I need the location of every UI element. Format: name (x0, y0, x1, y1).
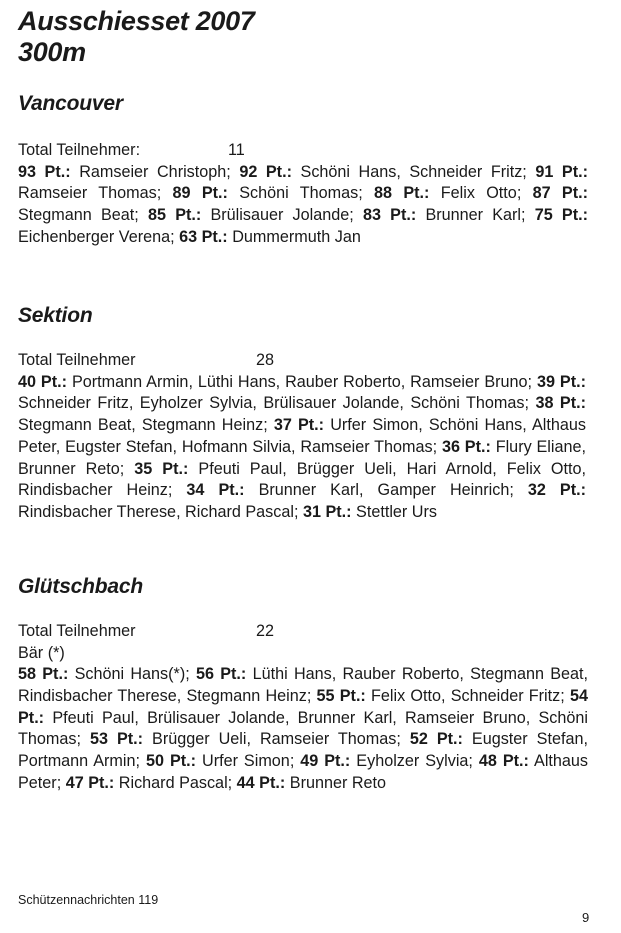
footer-publication: Schützennachrichten 119 (18, 893, 159, 907)
points-label: 55 Pt.: (316, 687, 366, 706)
points-label: 40 Pt.: (18, 372, 68, 391)
section-gluetschbach (18, 621, 608, 795)
result-entry (90, 730, 396, 748)
result-entry (239, 163, 522, 181)
section-heading-sektion: Sektion (18, 304, 93, 327)
points-label: 44 Pt.: (236, 773, 286, 792)
points-label: 35 Pt.: (134, 459, 189, 478)
result-entry (18, 373, 528, 391)
shooter-names: Richard Pascal (118, 773, 228, 792)
page-title: Ausschiesset 2007 (18, 6, 255, 36)
points-label: 75 Pt.: (534, 206, 589, 225)
points-label: 48 Pt.: (478, 752, 529, 771)
points-label: 38 Pt.: (535, 394, 586, 413)
shooter-names: Stegmann Beat (18, 206, 135, 225)
shooter-names: Brunner Karl (425, 206, 522, 225)
results-paragraph: 93 Pt.: Ramseier Christoph; 92 Pt.: Schöni Hans, Schneider Fritz; 91 Pt.: Ramseier Thomas; 89 Pt.: Schöni Thomas; 88 Pt.: Felix Otto; 87 Pt.: Stegmann Beat; 85 Pt.: Brülisauer Jolande; 83 Pt.: Brunner Karl; 75 Pt.: Eichenberger Verena; 63 Pt.: Dummermuth Jan (18, 162, 589, 246)
shooter-names: Schöni Thomas (239, 184, 359, 203)
points-label: 89 Pt.: (172, 184, 228, 203)
shooter-names: Felix Otto, Schneider Fritz (371, 687, 561, 706)
points-label: 88 Pt.: (374, 184, 430, 203)
points-label: 58 Pt.: (18, 665, 69, 684)
result-entry (146, 752, 290, 770)
shooter-names: Lüthi Hans, Rauber Roberto, Stegmann Beat, Rindisbacher Therese, Stegmann Heinz (18, 665, 589, 706)
shooter-names: Eyholzer Sylvia (356, 752, 469, 771)
total-label: Total Teilnehmer (18, 622, 136, 640)
points-label: 85 Pt.: (148, 206, 202, 225)
points-label: 39 Pt.: (536, 372, 586, 391)
result-entry (173, 184, 359, 202)
points-label: 93 Pt.: (18, 162, 71, 181)
shooter-names: Althaus Peter (18, 752, 589, 792)
points-label: 47 Pt.: (65, 773, 115, 792)
result-entry (18, 665, 185, 683)
note-row (18, 643, 608, 665)
shooter-names: Brügger Ueli, Ramseier Thomas (152, 730, 397, 749)
shooter-names: Stegmann Beat, Stegmann Heinz (18, 416, 264, 435)
note: Bär (*) (18, 643, 65, 662)
points-label: 91 Pt.: (535, 162, 588, 181)
result-entry (148, 206, 349, 224)
shooter-names: Urfer Simon, Schöni Hans, Althaus Peter, Eugster Stefan, Hofmann Silvia, Ramseier Thomas (18, 416, 586, 456)
points-label: 37 Pt.: (273, 416, 325, 435)
result-entry (179, 228, 361, 246)
points-label: 63 Pt.: (179, 227, 228, 246)
shooter-names: Brülisauer Jolande (210, 206, 350, 225)
results-paragraph: 58 Pt.: Schöni Hans(*); 56 Pt.: Lüthi Hans, Rauber Roberto, Stegmann Beat, Rindisbacher Therese, Stegmann Heinz; 55 Pt.: Felix Otto, Schneider Fritz; 54 Pt.: Pfeuti Paul, Brülisauer Jolande, Brunner Karl, Ramseier Bruno, Schöni Thomas; 53 Pt.: Brügger Ueli, Ramseier Thomas; 52 Pt.: Eugster Stefan, Portmann Armin; 50 Pt.: Urfer Simon; 49 Pt.: Eyholzer Sylvia; 48 Pt.: Althaus Peter; 47 Pt.: Richard Pascal; 44 Pt.: Brunner Reto (18, 665, 589, 792)
shooter-names: Flury Eliane, Brunner Reto (18, 437, 586, 478)
total-participants-row (18, 350, 608, 372)
points-label: 52 Pt.: (409, 730, 463, 749)
shooter-names: Eichenberger Verena (18, 227, 171, 246)
result-entry (237, 774, 386, 792)
shooter-names: Felix Otto (440, 184, 517, 203)
shooter-names: Eugster Stefan, Portmann Armin (18, 730, 588, 771)
page-subtitle: 300m (18, 37, 86, 67)
result-entry (66, 774, 228, 792)
points-label: 34 Pt.: (186, 481, 245, 500)
shooter-names: Ramseier Christoph (79, 162, 227, 181)
points-label: 92 Pt.: (239, 162, 292, 181)
shooter-names: Pfeuti Paul, Brülisauer Jolande, Brunner Karl, Ramseier Bruno, Schöni Thomas (18, 708, 588, 749)
shooter-names: Portmann Armin, Lüthi Hans, Rauber Roberto, Ramseier Bruno (71, 372, 528, 391)
result-entry (18, 163, 226, 181)
result-entry (374, 184, 517, 202)
points-label: 87 Pt.: (532, 184, 588, 203)
shooter-names: Brunner Reto (289, 773, 387, 792)
result-entry (363, 206, 521, 224)
points-label: 56 Pt.: (195, 665, 247, 684)
shooter-names: Brunner Karl, Gamper Heinrich (258, 481, 510, 500)
shooter-names: Dummermuth Jan (232, 227, 361, 246)
points-label: 36 Pt.: (441, 437, 491, 456)
points-label: 50 Pt.: (145, 752, 197, 771)
total-value: 22 (256, 622, 275, 640)
result-entry (186, 481, 509, 499)
section-heading-gluetschbach: Glütschbach (18, 575, 143, 598)
total-participants-row (18, 621, 608, 643)
results-paragraph: 40 Pt.: Portmann Armin, Lüthi Hans, Rauber Roberto, Ramseier Bruno; 39 Pt.: Schneider Fritz, Eyholzer Sylvia, Brülisauer Jolande, Schöni Thomas; 38 Pt.: Stegmann Beat, Stegmann Heinz; 37 Pt.: Urfer Simon, Schöni Hans, Althaus Peter, Eugster Stefan, Hofmann Silvia, Ramseier Thomas; 36 Pt.: Flury Eliane, Brunner Reto; 35 Pt.: Pfeuti Paul, Brügger Ueli, Hari Arnold, Felix Otto, Rindisbacher Heinz; 34 Pt.: Brunner Karl, Gamper Heinrich; 32 Pt.: Rindisbacher Therese, Richard Pascal; 31 Pt.: Stettler Urs (18, 372, 587, 521)
section-vancouver (18, 140, 608, 249)
total-value: 28 (256, 351, 275, 369)
shooter-names: Pfeuti Paul, Brügger Ueli, Hari Arnold, Felix Otto, Rindisbacher Heinz (18, 459, 587, 500)
shooter-names: Rindisbacher Therese, Richard Pascal (18, 502, 294, 521)
result-entry (303, 503, 437, 521)
shooter-names: Urfer Simon (202, 752, 290, 771)
points-label: 32 Pt.: (527, 481, 586, 500)
points-label: 31 Pt.: (302, 502, 352, 521)
total-participants-row (18, 140, 608, 162)
points-label: 53 Pt.: (89, 730, 144, 749)
points-label: 83 Pt.: (362, 206, 417, 225)
section-heading-vancouver: Vancouver (18, 92, 123, 115)
total-value: 11 (228, 141, 245, 159)
shooter-names: Schöni Hans, Schneider Fritz (300, 162, 523, 181)
result-entry (317, 687, 561, 705)
page-number: 9 (582, 910, 590, 925)
shooter-names: Ramseier Thomas (18, 184, 157, 203)
points-label: 54 Pt.: (18, 687, 588, 727)
shooter-names: Schneider Fritz, Eyholzer Sylvia, Brülisauer Jolande, Schöni Thomas (18, 394, 525, 413)
points-label: 49 Pt.: (300, 752, 351, 771)
total-label: Total Teilnehmer: (18, 141, 141, 159)
result-entry (300, 752, 468, 770)
total-label: Total Teilnehmer (18, 351, 136, 369)
shooter-names: Stettler Urs (356, 502, 437, 521)
shooter-names: Schöni Hans(*) (74, 665, 186, 684)
section-sektion (18, 350, 608, 524)
